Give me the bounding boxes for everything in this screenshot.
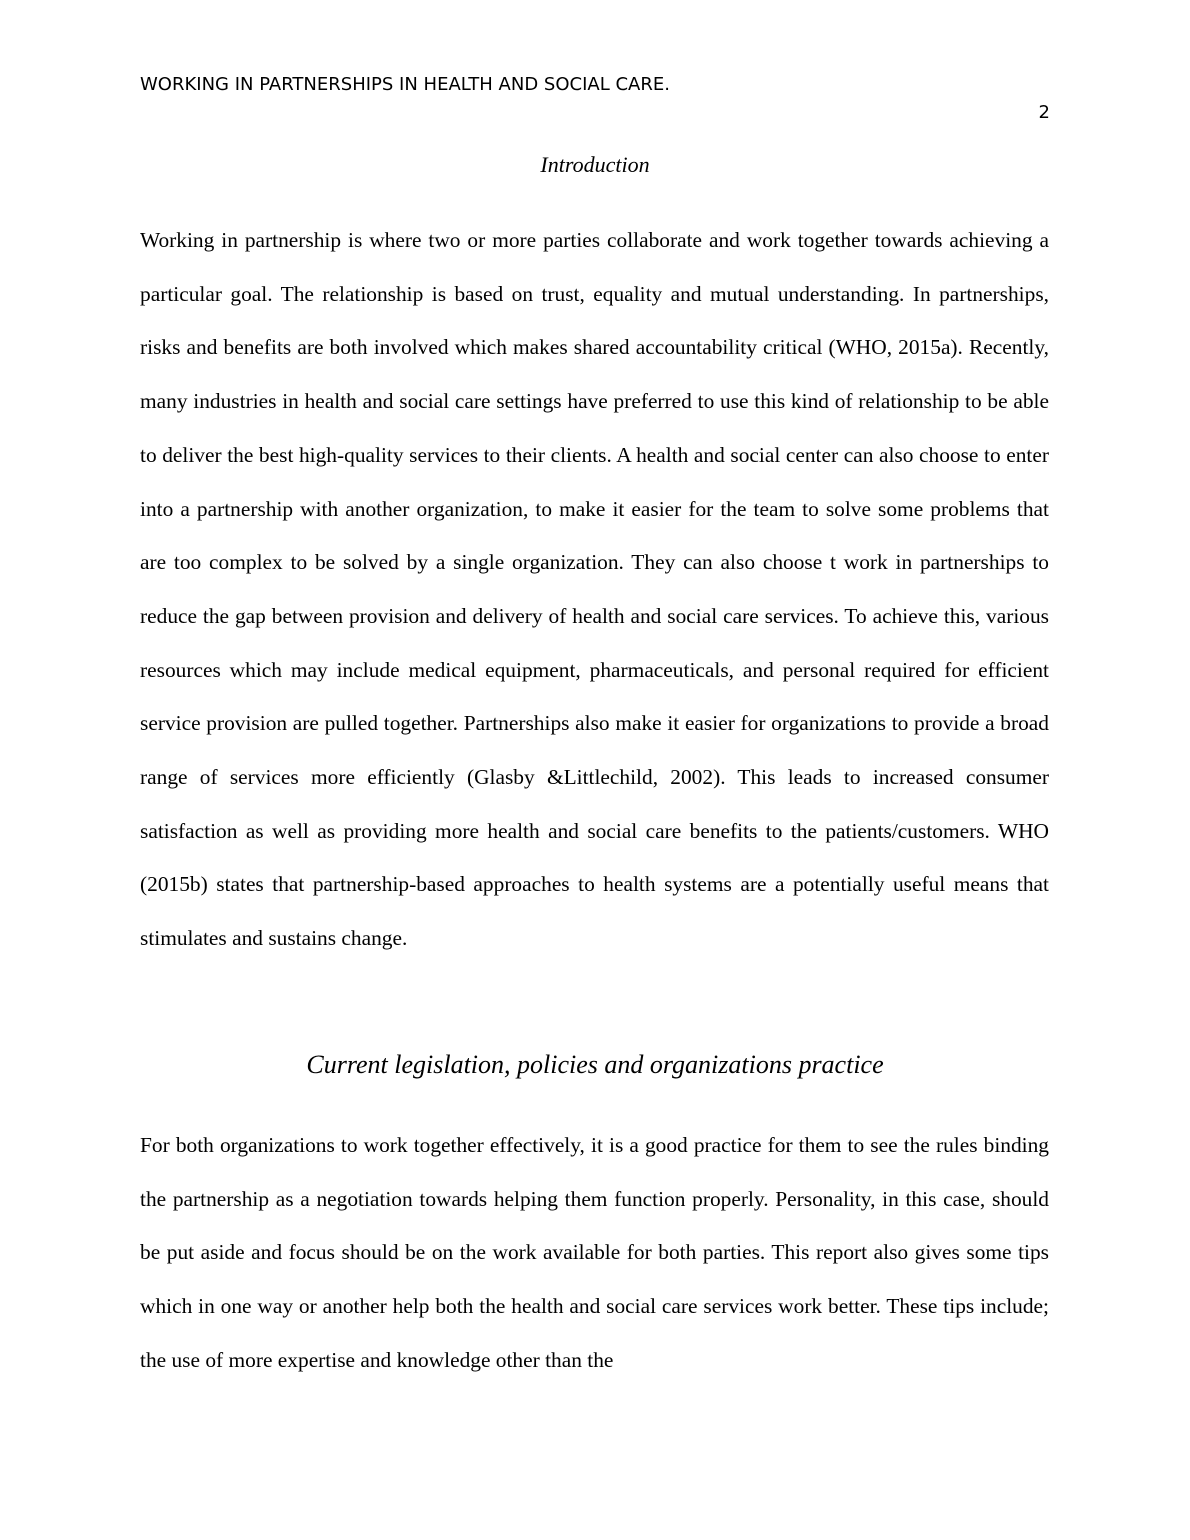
page-number: 2: [1038, 102, 1050, 123]
introduction-paragraph: Working in partnership is where two or more parties collaborate and work together towards achieving a particular goal. The relationship is based on trust, equality and mutual understanding. In partnerships, risks and benefits are both involved which makes shared accountability critical (WHO, 2015a). Recently, many industries in health and social care settings have preferred to use this kind of relationship to be able to deliver the best high-quality services to their clients. A health and social center can also choose to enter into a partnership with another organization, to make it easier for the team to solve some problems that are too complex to be solved by a single organization. They can also choose t work in partnerships to reduce the gap between provision and delivery of health and social care services. To achieve this, various resources which may include medical equipment, pharmaceuticals, and personal required for efficient service provision are pulled together. Partnerships also make it easier for organizations to provide a broad range of services more efficiently (Glasby &Littlechild, 2002). This leads to increased consumer satisfaction as well as providing more health and social care benefits to the patients/customers. WHO (2015b) states that partnership-based approaches to health systems are a potentially useful means that stimulates and sustains change.: [140, 228, 1049, 951]
running-head: WORKING IN PARTNERSHIPS IN HEALTH AND SOCIAL CARE.: [140, 74, 670, 95]
current-legislation-paragraph: For both organizations to work together effectively, it is a good practice for them to see the rules binding the partnership as a negotiation towards helping them function properly. Personality, in this case, should be put aside and focus should be on the work available for both parties. This report also gives some tips which in one way or another help both the health and social care services work better. These tips include; the use of more expertise and knowledge other than the: [140, 1133, 1049, 1372]
introduction-heading: Introduction: [540, 152, 650, 177]
current-legislation-heading: Current legislation, policies and organizations practice: [306, 1050, 884, 1079]
